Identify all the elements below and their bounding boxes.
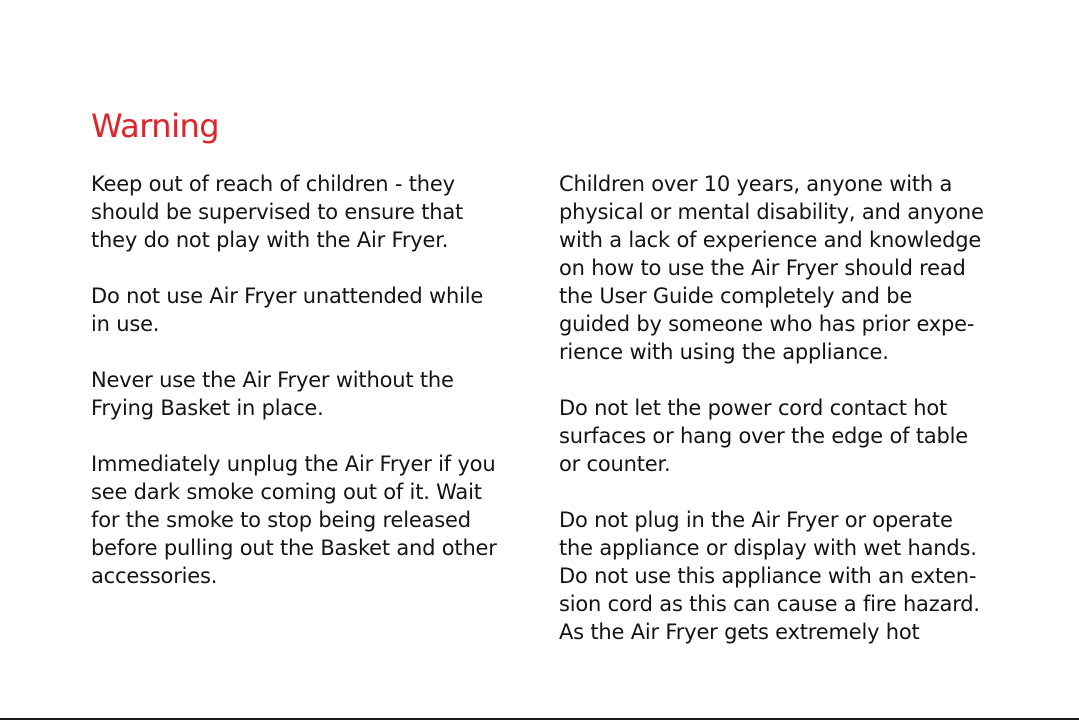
text-line: Never use the Air Fryer without the <box>91 368 454 392</box>
text-line: Immediately unplug the Air Fryer if you <box>91 452 496 476</box>
text-line: guided by someone who has prior expe- <box>559 312 975 336</box>
text-line: or counter. <box>559 452 671 476</box>
page-title: Warning <box>91 107 220 145</box>
text-line: Do not plug in the Air Fryer or operate <box>559 508 953 532</box>
paragraph-wet-hands <box>559 506 999 646</box>
text-line: accessories. <box>91 564 218 588</box>
paragraph-user-guide <box>559 170 999 366</box>
text-line: the appliance or display with wet hands. <box>559 536 977 560</box>
paragraph-unattended <box>91 282 531 338</box>
text-line: they do not play with the Air Fryer. <box>91 228 449 252</box>
text-line: should be supervised to ensure that <box>91 200 464 224</box>
text-line: on how to use the Air Fryer should read <box>559 256 966 280</box>
text-line: Do not use Air Fryer unattended while <box>91 284 484 308</box>
text-line: Do not let the power cord contact hot <box>559 396 948 420</box>
paragraph-power-cord <box>559 394 999 478</box>
text-line: sion cord as this can cause a fire hazard. <box>559 592 980 616</box>
text-line: the User Guide completely and be <box>559 284 913 308</box>
text-line: rience with using the appliance. <box>559 340 889 364</box>
text-line: in use. <box>91 312 160 336</box>
text-line: As the Air Fryer gets extremely hot <box>559 620 920 644</box>
text-line: surfaces or hang over the edge of table <box>559 424 969 448</box>
text-line: Keep out of reach of children - they <box>91 172 455 196</box>
right-column <box>559 170 999 674</box>
paragraph-frying-basket <box>91 366 531 422</box>
text-line: with a lack of experience and knowledge <box>559 228 982 252</box>
text-line: Frying Basket in place. <box>91 396 324 420</box>
left-column <box>91 170 531 618</box>
text-line: physical or mental disability, and anyone <box>559 200 984 224</box>
text-line: for the smoke to stop being released <box>91 508 471 532</box>
paragraph-dark-smoke <box>91 450 531 590</box>
text-line: Do not use this appliance with an exten- <box>559 564 977 588</box>
paragraph-children-supervision <box>91 170 531 254</box>
text-line: Children over 10 years, anyone with a <box>559 172 953 196</box>
text-line: see dark smoke coming out of it. Wait <box>91 480 482 504</box>
text-line: before pulling out the Basket and other <box>91 536 497 560</box>
